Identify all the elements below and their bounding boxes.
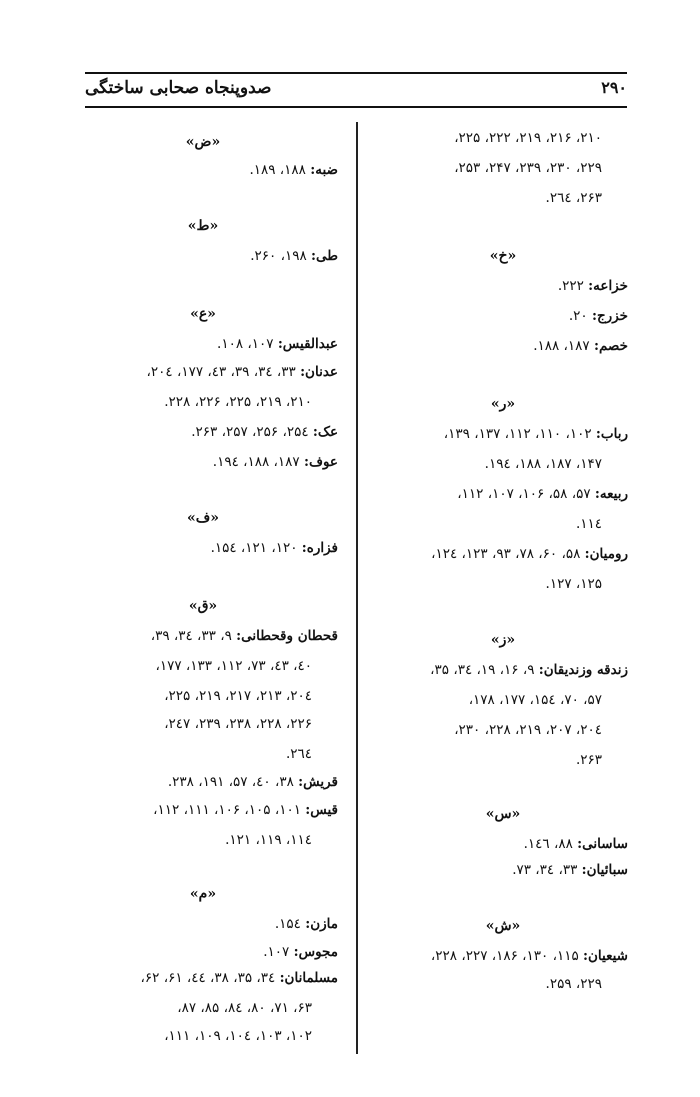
entry-term: ساسانی: [577,836,628,852]
entry-pages: ۲۰. [568,308,588,324]
index-entry [68,454,338,470]
index-line: ۱۱٤، ۱۱۹، ۱۲۱. [225,832,312,848]
entry-pages: ۱۵٤. [274,916,301,932]
entry-term: عک: [312,424,338,440]
section-heading-r: «ر» [490,396,516,412]
index-entry [68,916,338,932]
index-entry [378,338,628,354]
page-number: ۲۹۰ [601,78,627,97]
index-entry [378,546,628,562]
entry-pages: ۱۲۰، ۱۲۱، ۱۵٤. [210,540,298,556]
index-entry [68,424,338,440]
entry-pages: ۳۳، ۳٤، ۳۹، ٤۳، ۱۷۷، ۲۰٤، [146,364,296,380]
index-line: ۶۳، ۷۱، ۸۰، ۸٤، ۸۵، ۸۷، [177,1000,312,1016]
entry-pages: ۳۸، ٤۰، ۵۷، ۱۹۱، ۲۳۸. [167,774,294,790]
entry-term: عدنان: [300,364,338,380]
section-heading-qaf: «ق» [188,598,218,614]
index-line: ۲۶۳، ۲٦٤. [545,190,602,206]
index-line: ۱۲۵، ۱۲۷. [545,576,602,592]
index-entry [68,162,338,178]
index-entry [378,948,628,964]
entry-pages: ۱۱۵، ۱۳۰، ۱۸۶، ۲۲۷، ۲۲۸، [430,948,579,964]
entry-term: سبائیان: [581,862,628,878]
column-divider [356,122,358,1054]
index-entry [378,486,628,502]
entry-pages: ۵۸، ۶۰، ۷۸، ۹۳، ۱۲۳، ۱۲٤، [431,546,581,562]
entry-pages: ۱۰۷، ۱۰۸. [217,336,274,352]
entry-pages: ۹، ۱۶، ۱۹، ۳٤، ۳۵، [430,662,535,678]
index-line: ۱۰۲، ۱۰۳، ۱۰٤، ۱۰۹، ۱۱۱، [164,1028,312,1044]
section-heading-kh: «خ» [489,248,517,264]
section-heading-ain: «ع» [190,306,216,322]
entry-pages: ۱۰۲، ۱۱۰، ۱۱۲، ۱۳۷، ۱۳۹، [443,426,592,442]
index-line: ۱۴۷، ۱۸۷، ۱۸۸، ۱۹٤. [484,456,602,472]
index-entry [68,774,338,790]
entry-term: مازن: [305,916,338,932]
running-title: صدوپنجاه صحابی ساختگی [85,78,272,98]
section-heading-fa: «ف» [186,510,219,526]
index-entry [378,836,628,852]
entry-pages: ۱۸۷، ۱۸۸. [533,338,590,354]
index-entry [68,540,338,556]
entry-pages: ۱۹۸، ۲۶۰. [250,248,307,264]
entry-term: عوف: [303,454,338,470]
entry-pages: ۸۸، ۱٤٦. [523,836,573,852]
entry-term: فزاره: [301,540,338,556]
index-line: ۵۷، ۷۰، ۱۵٤، ۱۷۷، ۱۷۸، [468,692,602,708]
entry-term: رومیان: [584,546,628,562]
section-heading-zad: «ض» [185,134,221,150]
index-line: ۲۲۹، ۲۵۹. [545,976,602,992]
entry-pages: ۱۰۱، ۱۰۵، ۱۰۶، ۱۱۱، ۱۱۲، [153,802,301,818]
section-heading-ta: «ط» [187,218,219,234]
index-entry [68,248,338,264]
entry-pages: ۱۸۷، ۱۸۸، ۱۹٤. [212,454,300,470]
index-entry [378,278,628,294]
entry-pages: ۲۵٤، ۲۵۶، ۲۵۷، ۲۶۳. [191,424,309,440]
section-heading-mim: «م» [189,886,217,902]
section-heading-sh: «ش» [485,918,521,934]
index-entry [68,970,338,986]
entry-term: زندقه وزندیقان: [538,662,628,678]
page-header [85,72,627,106]
entry-term: قریش: [298,774,338,790]
entry-pages: ۱۰۷. [263,944,290,960]
index-line: ۲۱۰، ۲۱۶، ۲۱۹، ۲۲۲، ۲۲۵، [454,130,602,146]
index-line: ۲۲۶، ۲۲۸، ۲۳۸، ۲۳۹، ۲٤۷، [164,716,312,732]
index-entry [378,862,628,878]
entry-pages: ۳٤، ۳۵، ۳۸، ٤٤، ۶۱، ۶۲، [140,970,276,986]
entry-term: رباب: [595,426,628,442]
index-line: ۲۶۳. [575,752,602,768]
entry-term: شیعیان: [583,948,628,964]
entry-term: خزرج: [591,308,628,324]
index-line: ۲۰٤، ۲۰۷، ۲۱۹، ۲۲۸، ۲۳۰، [454,722,602,738]
entry-term: ربیعه: [594,486,628,502]
entry-pages: ۹، ۳۳، ۳٤، ۳۹، [150,628,232,644]
entry-term: مسلمانان: [279,970,338,986]
index-line: ۲۰٤، ۲۱۳، ۲۱۷، ۲۱۹، ۲۲۵، [164,688,312,704]
index-entry [68,802,338,818]
entry-term: قحطان وقحطانی: [236,628,338,644]
index-entry [378,308,628,324]
section-heading-z: «ز» [490,632,516,648]
index-entry [378,426,628,442]
entry-term: عبدالقیس: [277,336,338,352]
entry-term: خصم: [593,338,628,354]
index-line: ٤۰، ٤۳، ۷۳، ۱۱۲، ۱۳۳، ۱۷۷، [155,658,312,674]
index-line: ۱۱٤. [575,516,602,532]
index-entry [68,628,338,644]
index-entry [378,662,628,678]
entry-pages: ۳۳، ۳٤، ۷۳. [512,862,578,878]
entry-term: ضبه: [310,162,338,178]
entry-pages: ۲۲۲. [557,278,584,294]
index-line: ۲٦٤. [285,746,312,762]
index-line: ۲۲۹، ۲۳۰، ۲۳۹، ۲۴۷، ۲۵۳، [454,160,602,176]
section-heading-s: «س» [485,806,521,822]
index-line: ۲۱۰، ۲۱۹، ۲۲۵، ۲۲۶، ۲۲۸. [164,394,312,410]
entry-term: مجوس: [293,944,338,960]
entry-term: قیس: [305,802,338,818]
entry-term: خزاعه: [588,278,628,294]
entry-term: طی: [311,248,338,264]
header-rule-bottom [85,106,627,108]
index-entry [68,336,338,352]
entry-pages: ۱۸۸، ۱۸۹. [249,162,306,178]
index-entry [68,944,338,960]
index-entry [68,364,338,380]
entry-pages: ۵۷، ۵۸، ۱۰۶، ۱۰۷، ۱۱۲، [457,486,591,502]
